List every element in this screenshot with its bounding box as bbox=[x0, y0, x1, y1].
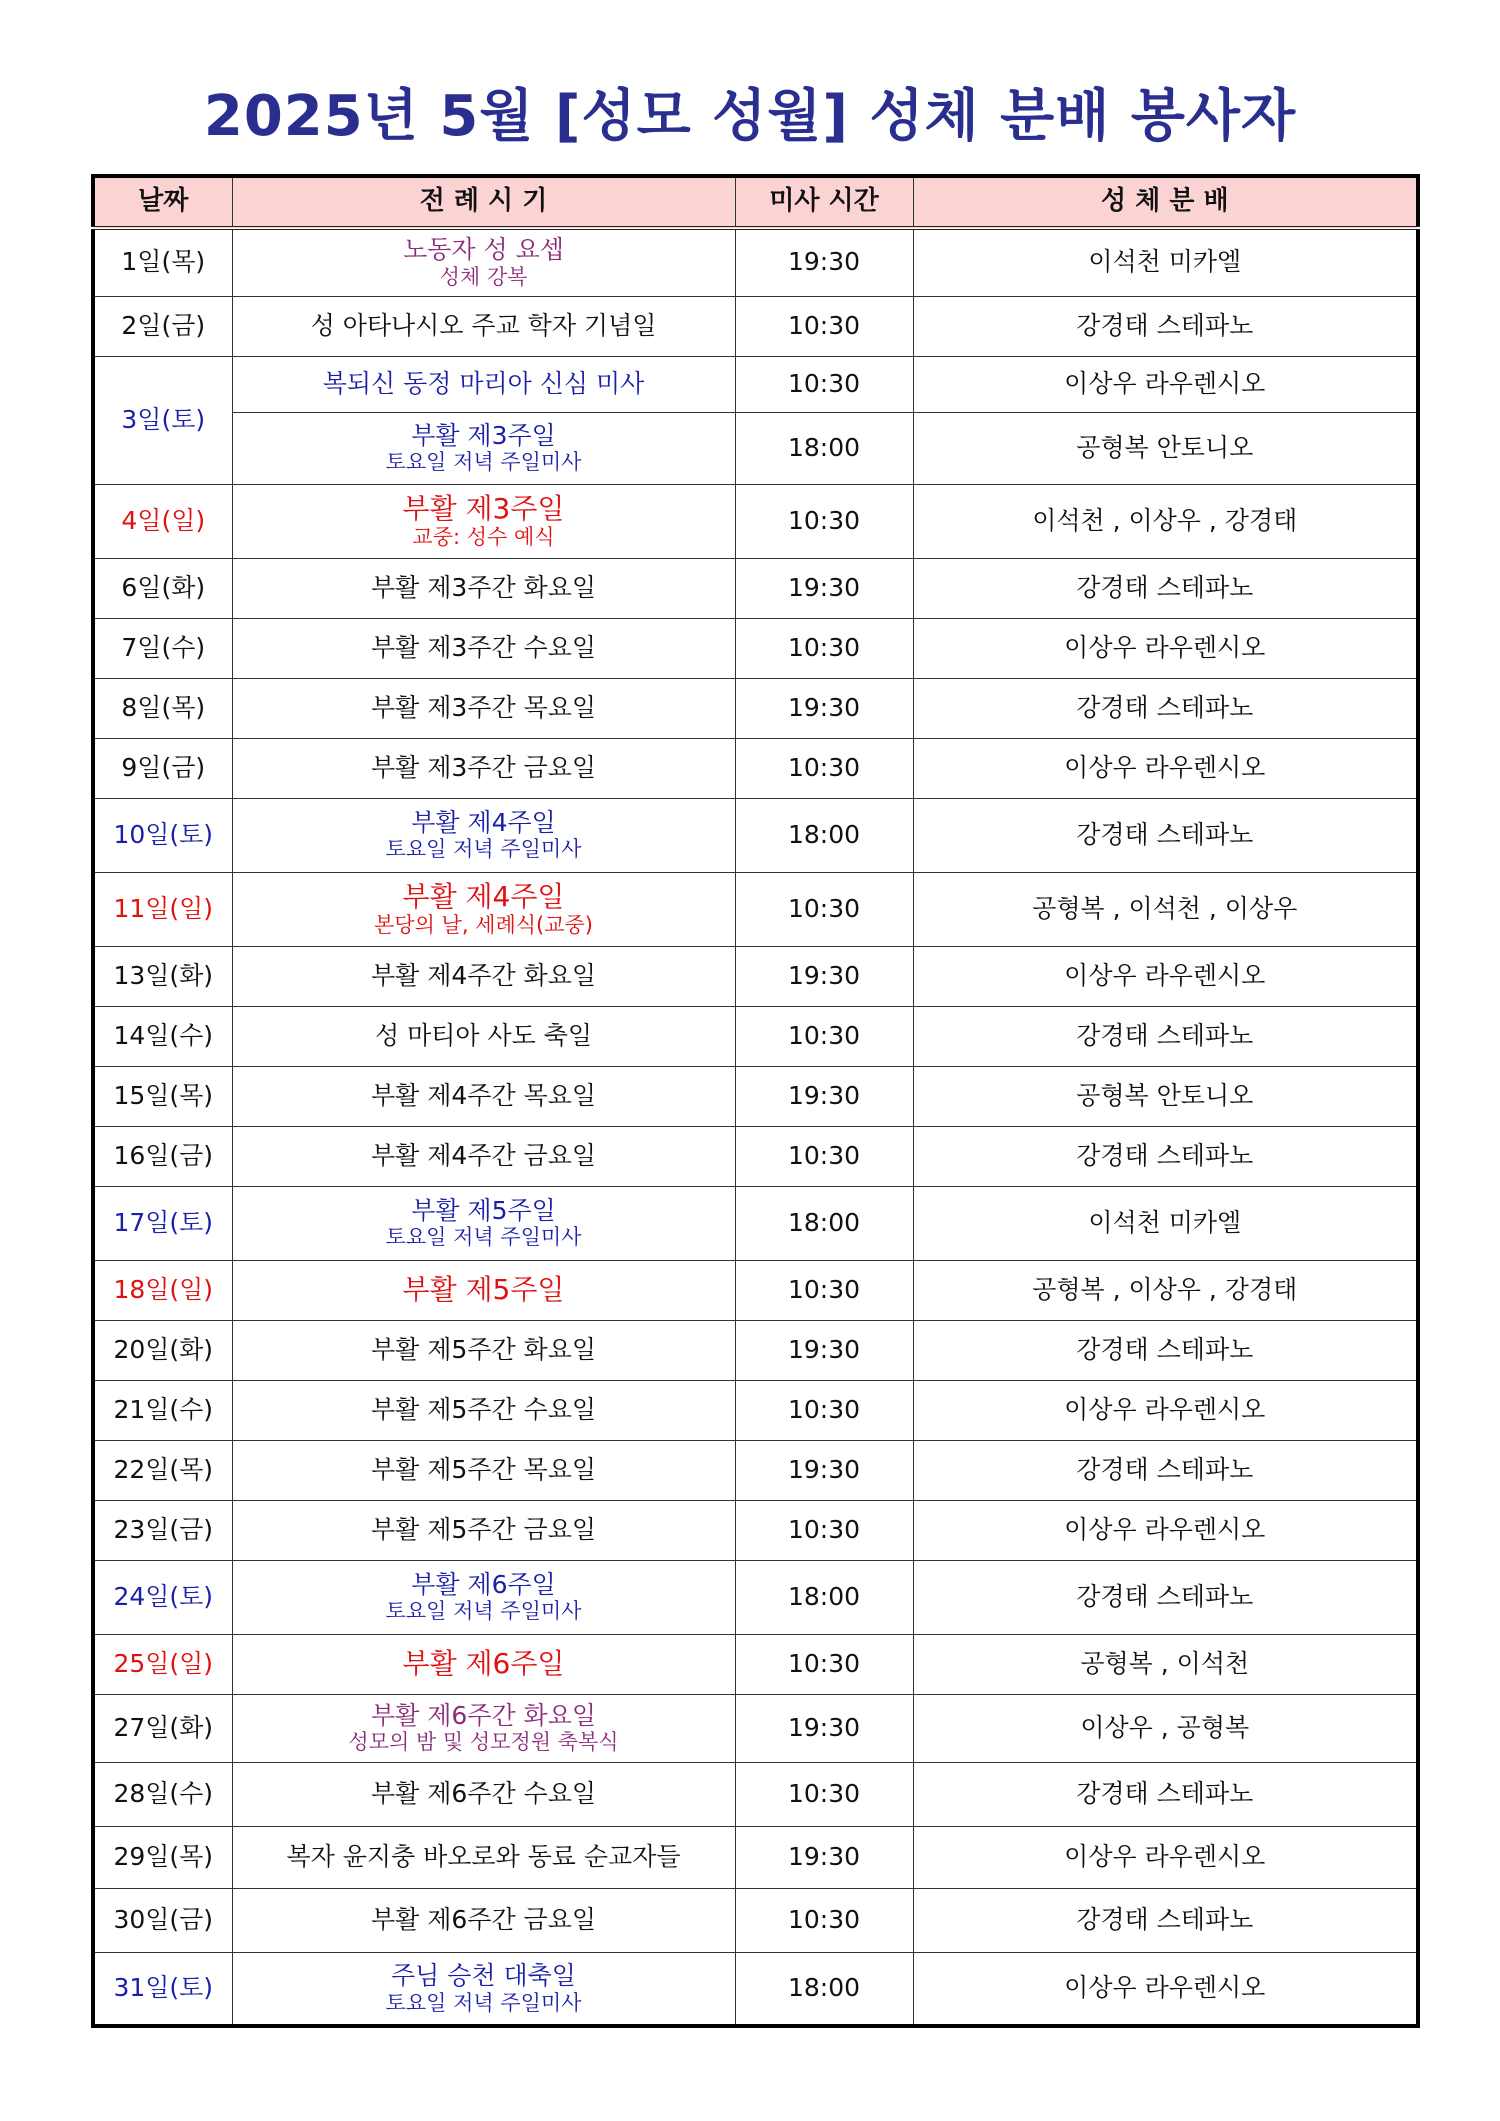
page-title: 2025년 5월 [성모 성월] 성체 분배 봉사자 bbox=[203, 84, 1297, 149]
cell-date: 14일(수) bbox=[93, 1006, 232, 1066]
liturgy-title: 부활 제4주간 목요일 bbox=[371, 1080, 596, 1110]
cell-liturgy bbox=[232, 412, 735, 484]
cell-liturgy bbox=[232, 1952, 735, 2026]
cell-liturgy bbox=[232, 1560, 735, 1634]
cell-time: 10:30 bbox=[735, 872, 913, 946]
cell-time: 18:00 bbox=[735, 798, 913, 872]
liturgy-title: 노동자 성 요셉 bbox=[403, 235, 564, 265]
table-row bbox=[93, 1500, 1418, 1560]
cell-ministers: 공형복 안토니오 bbox=[913, 412, 1418, 484]
liturgy-title: 부활 제5주간 금요일 bbox=[371, 1514, 596, 1544]
header-ministers: 성 체 분 배 bbox=[913, 176, 1418, 228]
table-row bbox=[93, 1634, 1418, 1694]
table-row bbox=[93, 1006, 1418, 1066]
cell-ministers: 이상우 라우렌시오 bbox=[913, 738, 1418, 798]
cell-time: 19:30 bbox=[735, 1066, 913, 1126]
cell-date: 4일(일) bbox=[93, 484, 232, 558]
cell-liturgy bbox=[232, 296, 735, 356]
cell-date: 3일(토) bbox=[93, 356, 232, 484]
table-row bbox=[93, 228, 1418, 296]
liturgy-title: 부활 제3주간 수요일 bbox=[371, 632, 596, 662]
liturgy-title: 부활 제5주간 목요일 bbox=[371, 1454, 596, 1484]
table-row bbox=[93, 798, 1418, 872]
liturgy-subtitle: 토요일 저녁 주일미사 bbox=[385, 450, 582, 475]
cell-time: 18:00 bbox=[735, 412, 913, 484]
cell-date: 27일(화) bbox=[93, 1694, 232, 1762]
liturgy-subtitle: 토요일 저녁 주일미사 bbox=[385, 1990, 582, 2015]
cell-ministers: 강경태 스테파노 bbox=[913, 296, 1418, 356]
liturgy-subtitle: 토요일 저녁 주일미사 bbox=[385, 1225, 582, 1250]
header-liturgy: 전 례 시 기 bbox=[232, 176, 735, 228]
cell-ministers: 이상우 라우렌시오 bbox=[913, 1826, 1418, 1888]
cell-ministers: 강경태 스테파노 bbox=[913, 1560, 1418, 1634]
cell-time: 10:30 bbox=[735, 1762, 913, 1826]
cell-time: 19:30 bbox=[735, 678, 913, 738]
cell-ministers: 강경태 스테파노 bbox=[913, 798, 1418, 872]
cell-date: 28일(수) bbox=[93, 1762, 232, 1826]
liturgy-title: 부활 제6주일 bbox=[402, 1646, 565, 1680]
liturgy-title: 부활 제5주일 bbox=[411, 1195, 556, 1225]
cell-ministers: 이석천 미카엘 bbox=[913, 228, 1418, 296]
cell-liturgy bbox=[232, 1762, 735, 1826]
cell-ministers: 공형복 , 이상우 , 강경태 bbox=[913, 1260, 1418, 1320]
table-row bbox=[93, 1186, 1418, 1260]
table-row bbox=[93, 1066, 1418, 1126]
cell-liturgy bbox=[232, 1006, 735, 1066]
table-row bbox=[93, 1380, 1418, 1440]
cell-ministers: 강경태 스테파노 bbox=[913, 1762, 1418, 1826]
cell-date: 24일(토) bbox=[93, 1560, 232, 1634]
cell-date: 22일(목) bbox=[93, 1440, 232, 1500]
cell-time: 19:30 bbox=[735, 228, 913, 296]
cell-liturgy bbox=[232, 356, 735, 412]
liturgy-title: 부활 제6주간 화요일 bbox=[371, 1700, 596, 1730]
cell-date: 21일(수) bbox=[93, 1380, 232, 1440]
cell-liturgy bbox=[232, 798, 735, 872]
liturgy-title: 부활 제4주일 bbox=[411, 807, 556, 837]
cell-liturgy bbox=[232, 678, 735, 738]
table-row bbox=[93, 872, 1418, 946]
cell-time: 18:00 bbox=[735, 1952, 913, 2026]
cell-date: 13일(화) bbox=[93, 946, 232, 1006]
header-time: 미사 시간 bbox=[735, 176, 913, 228]
cell-date: 29일(목) bbox=[93, 1826, 232, 1888]
table-row bbox=[93, 1826, 1418, 1888]
cell-time: 10:30 bbox=[735, 1888, 913, 1952]
liturgy-title: 복자 윤지충 바오로와 동료 순교자들 bbox=[286, 1841, 681, 1871]
cell-liturgy bbox=[232, 1186, 735, 1260]
cell-date: 18일(일) bbox=[93, 1260, 232, 1320]
table-row bbox=[93, 1260, 1418, 1320]
table-row bbox=[93, 1440, 1418, 1500]
table-row bbox=[93, 484, 1418, 558]
cell-liturgy bbox=[232, 1440, 735, 1500]
liturgy-title: 부활 제3주간 금요일 bbox=[371, 752, 596, 782]
table-row bbox=[93, 412, 1418, 484]
cell-date: 2일(금) bbox=[93, 296, 232, 356]
cell-date: 15일(목) bbox=[93, 1066, 232, 1126]
cell-time: 19:30 bbox=[735, 1694, 913, 1762]
header-row bbox=[93, 176, 1418, 228]
liturgy-subtitle: 성모의 밤 및 성모정원 축복식 bbox=[348, 1730, 619, 1755]
table-row bbox=[93, 1888, 1418, 1952]
liturgy-title: 부활 제6주간 금요일 bbox=[371, 1904, 596, 1934]
cell-liturgy bbox=[232, 1066, 735, 1126]
cell-ministers: 강경태 스테파노 bbox=[913, 1126, 1418, 1186]
cell-liturgy bbox=[232, 484, 735, 558]
cell-ministers: 강경태 스테파노 bbox=[913, 1006, 1418, 1066]
cell-ministers: 강경태 스테파노 bbox=[913, 1888, 1418, 1952]
cell-date: 9일(금) bbox=[93, 738, 232, 798]
cell-time: 10:30 bbox=[735, 738, 913, 798]
cell-time: 10:30 bbox=[735, 1006, 913, 1066]
table-row bbox=[93, 738, 1418, 798]
cell-liturgy bbox=[232, 1380, 735, 1440]
table-row bbox=[93, 1320, 1418, 1380]
cell-ministers: 이상우 라우렌시오 bbox=[913, 356, 1418, 412]
table-row bbox=[93, 1694, 1418, 1762]
cell-liturgy bbox=[232, 1260, 735, 1320]
cell-liturgy bbox=[232, 946, 735, 1006]
liturgy-subtitle: 토요일 저녁 주일미사 bbox=[385, 837, 582, 862]
liturgy-title: 부활 제3주일 bbox=[411, 420, 556, 450]
table-row bbox=[93, 1126, 1418, 1186]
cell-liturgy bbox=[232, 872, 735, 946]
header-date: 날짜 bbox=[93, 176, 232, 228]
schedule-table bbox=[91, 174, 1420, 2028]
liturgy-title: 성 마티아 사도 축일 bbox=[374, 1020, 593, 1050]
cell-date: 20일(화) bbox=[93, 1320, 232, 1380]
liturgy-title: 부활 제6주간 수요일 bbox=[371, 1778, 596, 1808]
cell-time: 19:30 bbox=[735, 1826, 913, 1888]
cell-ministers: 이상우 라우렌시오 bbox=[913, 946, 1418, 1006]
cell-liturgy bbox=[232, 1320, 735, 1380]
liturgy-subtitle: 본당의 날, 세례식(교중) bbox=[374, 913, 593, 938]
cell-ministers: 강경태 스테파노 bbox=[913, 1320, 1418, 1380]
cell-liturgy bbox=[232, 228, 735, 296]
liturgy-title: 부활 제5주간 수요일 bbox=[371, 1394, 596, 1424]
cell-date: 17일(토) bbox=[93, 1186, 232, 1260]
cell-ministers: 이상우 라우렌시오 bbox=[913, 618, 1418, 678]
table-row bbox=[93, 296, 1418, 356]
liturgy-title: 부활 제4주간 화요일 bbox=[371, 960, 596, 990]
cell-ministers: 이석천 , 이상우 , 강경태 bbox=[913, 484, 1418, 558]
liturgy-title: 부활 제5주간 화요일 bbox=[371, 1334, 596, 1364]
cell-time: 10:30 bbox=[735, 1260, 913, 1320]
cell-time: 10:30 bbox=[735, 1634, 913, 1694]
cell-time: 10:30 bbox=[735, 296, 913, 356]
liturgy-title: 부활 제6주일 bbox=[411, 1569, 556, 1599]
cell-date: 6일(화) bbox=[93, 558, 232, 618]
cell-ministers: 이상우 라우렌시오 bbox=[913, 1500, 1418, 1560]
schedule-body bbox=[93, 228, 1418, 2026]
cell-date: 30일(금) bbox=[93, 1888, 232, 1952]
cell-date: 11일(일) bbox=[93, 872, 232, 946]
liturgy-title: 부활 제4주일 bbox=[402, 879, 565, 913]
cell-ministers: 이상우 , 공형복 bbox=[913, 1694, 1418, 1762]
cell-date: 8일(목) bbox=[93, 678, 232, 738]
liturgy-title: 부활 제3주일 bbox=[402, 491, 565, 525]
cell-ministers: 이상우 라우렌시오 bbox=[913, 1952, 1418, 2026]
table-row bbox=[93, 1952, 1418, 2026]
cell-date: 1일(목) bbox=[93, 228, 232, 296]
cell-ministers: 공형복 안토니오 bbox=[913, 1066, 1418, 1126]
cell-ministers: 공형복 , 이석천 , 이상우 bbox=[913, 872, 1418, 946]
liturgy-title: 복되신 동정 마리아 신심 미사 bbox=[322, 368, 645, 398]
table-row bbox=[93, 356, 1418, 412]
cell-date: 10일(토) bbox=[93, 798, 232, 872]
cell-time: 10:30 bbox=[735, 1380, 913, 1440]
table-row bbox=[93, 1560, 1418, 1634]
table-row bbox=[93, 558, 1418, 618]
cell-time: 19:30 bbox=[735, 946, 913, 1006]
liturgy-title: 주님 승천 대축일 bbox=[391, 1960, 576, 1990]
table-row bbox=[93, 618, 1418, 678]
cell-time: 19:30 bbox=[735, 1440, 913, 1500]
cell-liturgy bbox=[232, 558, 735, 618]
cell-time: 19:30 bbox=[735, 558, 913, 618]
cell-ministers: 강경태 스테파노 bbox=[913, 678, 1418, 738]
cell-time: 18:00 bbox=[735, 1186, 913, 1260]
cell-ministers: 강경태 스테파노 bbox=[913, 1440, 1418, 1500]
cell-time: 18:00 bbox=[735, 1560, 913, 1634]
cell-time: 10:30 bbox=[735, 484, 913, 558]
liturgy-title: 부활 제5주일 bbox=[402, 1272, 565, 1306]
cell-date: 25일(일) bbox=[93, 1634, 232, 1694]
cell-ministers: 강경태 스테파노 bbox=[913, 558, 1418, 618]
cell-time: 10:30 bbox=[735, 356, 913, 412]
cell-time: 10:30 bbox=[735, 618, 913, 678]
liturgy-title: 부활 제4주간 금요일 bbox=[371, 1140, 596, 1170]
cell-date: 23일(금) bbox=[93, 1500, 232, 1560]
cell-liturgy bbox=[232, 1694, 735, 1762]
liturgy-subtitle: 성체 강복 bbox=[439, 265, 528, 290]
table-row bbox=[93, 946, 1418, 1006]
cell-ministers: 이상우 라우렌시오 bbox=[913, 1380, 1418, 1440]
table-row bbox=[93, 1762, 1418, 1826]
cell-time: 10:30 bbox=[735, 1500, 913, 1560]
liturgy-title: 부활 제3주간 화요일 bbox=[371, 572, 596, 602]
cell-liturgy bbox=[232, 1634, 735, 1694]
cell-time: 10:30 bbox=[735, 1126, 913, 1186]
liturgy-title: 성 아타나시오 주교 학자 기념일 bbox=[310, 310, 657, 340]
cell-liturgy bbox=[232, 1888, 735, 1952]
cell-liturgy bbox=[232, 738, 735, 798]
cell-liturgy bbox=[232, 1126, 735, 1186]
cell-time: 19:30 bbox=[735, 1320, 913, 1380]
cell-date: 7일(수) bbox=[93, 618, 232, 678]
table-row bbox=[93, 678, 1418, 738]
cell-liturgy bbox=[232, 1500, 735, 1560]
liturgy-subtitle: 교중: 성수 예식 bbox=[412, 525, 555, 550]
cell-liturgy bbox=[232, 618, 735, 678]
cell-liturgy bbox=[232, 1826, 735, 1888]
cell-date: 31일(토) bbox=[93, 1952, 232, 2026]
cell-date: 16일(금) bbox=[93, 1126, 232, 1186]
cell-ministers: 공형복 , 이석천 bbox=[913, 1634, 1418, 1694]
liturgy-subtitle: 토요일 저녁 주일미사 bbox=[385, 1599, 582, 1624]
liturgy-title: 부활 제3주간 목요일 bbox=[371, 692, 596, 722]
cell-ministers: 이석천 미카엘 bbox=[913, 1186, 1418, 1260]
